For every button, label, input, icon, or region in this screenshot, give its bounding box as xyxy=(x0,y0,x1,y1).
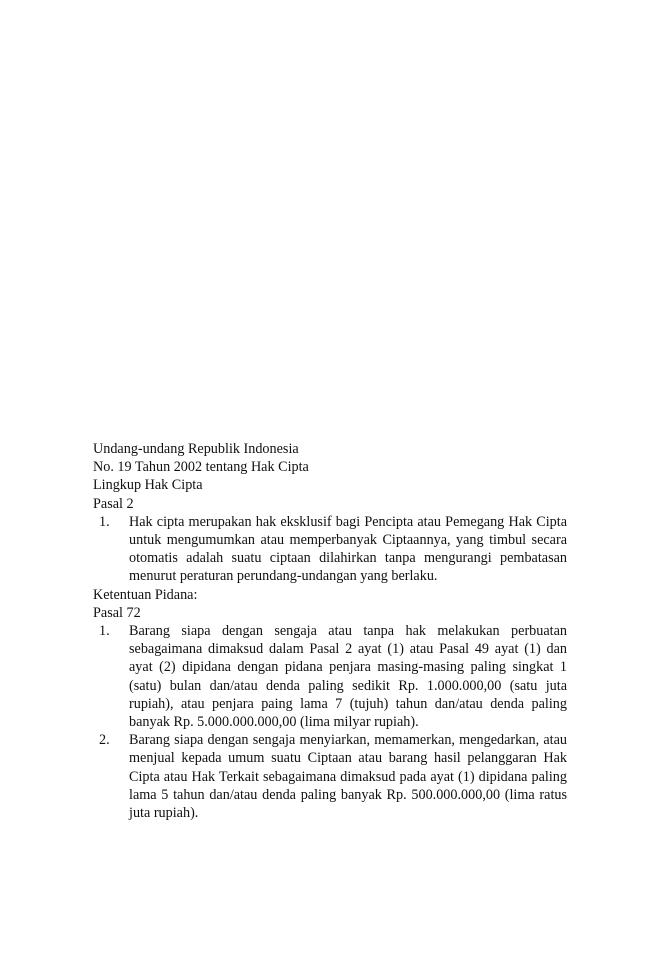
item-text: Barang siapa dengan sengaja menyiarkan, memamerkan, mengedarkan, atau menjual kepada umum suatu Ciptaan atau barang hasil pelanggaran Hak Cipta atau Hak Terkait sebagaimana dimaksud pada ayat (1) dipidana paling lama 5 tahun dan/atau denda paling banyak Rp. 500.000.000,00 (lima ratus juta rupiah). xyxy=(129,732,567,822)
item-number: 1. xyxy=(99,513,110,530)
pasal-2-list xyxy=(93,513,567,586)
list-item xyxy=(93,731,567,822)
item-number: 2. xyxy=(99,732,110,749)
pasal-72-title: Pasal 72 xyxy=(93,604,141,621)
list-item xyxy=(93,513,567,586)
law-number: No. 19 Tahun 2002 tentang Hak Cipta xyxy=(93,459,309,476)
law-title: Undang-undang Republik Indonesia xyxy=(93,441,299,457)
item-number: 1. xyxy=(99,623,110,640)
criminal-provisions-heading: Ketentuan Pidana: xyxy=(93,586,198,603)
item-text: Hak cipta merupakan hak eksklusif bagi Pencipta atau Pemegang Hak Cipta untuk mengumumkan atau memperbanyak Ciptaannya, yang timbul secara otomatis adalah suatu ciptaan dilahirkan tanpa mengurangi pembatasan menurut peraturan perundang-undangan yang berlaku. xyxy=(129,513,567,585)
pasal-2-title: Pasal 2 xyxy=(93,495,134,512)
list-item xyxy=(93,622,567,731)
document-page xyxy=(93,440,567,822)
pasal-72-list xyxy=(93,622,567,822)
item-text: Barang siapa dengan sengaja atau tanpa hak melakukan perbuatan sebagaimana dimaksud dalam Pasal 2 ayat (1) atau Pasal 49 ayat (1) dan ayat (2) dipidana dengan pidana penjara masing-masing paling singkat 1 (satu) bulan dan/atau denda paling sedikit Rp. 1.000.000,00 (satu juta rupiah), atau penjara paing lama 7 (tujuh) tahun dan/atau denda paling banyak Rp. 5.000.000.000,00 (lima milyar rupiah). xyxy=(129,623,567,731)
section-heading: Lingkup Hak Cipta xyxy=(93,477,203,494)
